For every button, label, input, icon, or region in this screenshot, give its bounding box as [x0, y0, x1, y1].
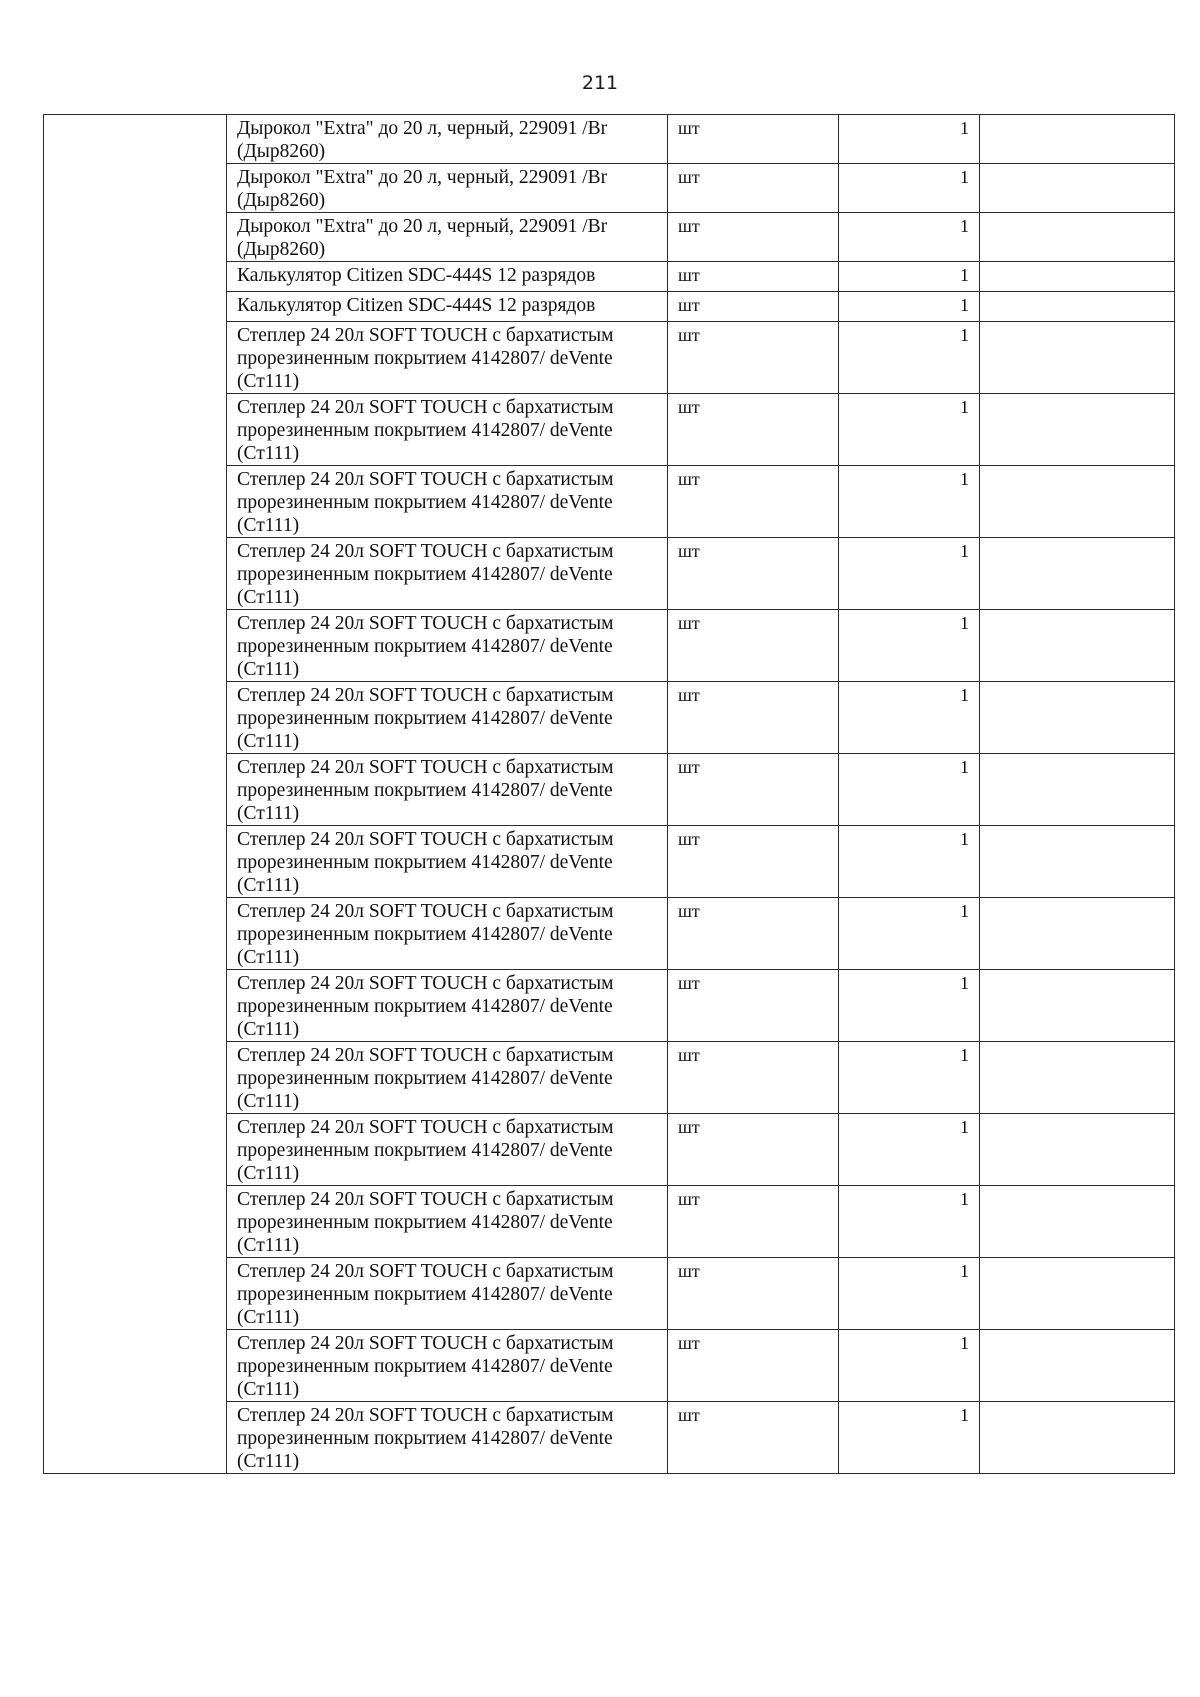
item-name-cell — [227, 466, 668, 538]
item-name-line: прорезиненным покрытием 4142807/ deVente — [237, 420, 613, 441]
item-name-line: (Ст111) — [237, 1235, 300, 1256]
item-name-line: (Ст111) — [237, 659, 300, 680]
item-name-line: Степлер 24 20л SOFT TOUCH с бархатистым — [237, 1405, 614, 1426]
item-name-line: (Дыр8260) — [237, 190, 326, 211]
item-name-line: Степлер 24 20л SOFT TOUCH с бархатистым — [237, 829, 614, 850]
item-unit-cell: шт — [668, 970, 839, 1042]
item-name-line: прорезиненным покрытием 4142807/ deVente — [237, 708, 613, 729]
item-name-line: Степлер 24 20л SOFT TOUCH с бархатистым — [237, 1045, 614, 1066]
item-name-line: Степлер 24 20л SOFT TOUCH с бархатистым — [237, 685, 614, 706]
item-name-line: (Дыр8260) — [237, 141, 326, 162]
item-extra-cell — [980, 262, 1175, 292]
item-name-line: Степлер 24 20л SOFT TOUCH с бархатистым — [237, 1117, 614, 1138]
item-unit-cell: шт — [668, 1402, 839, 1474]
item-name-line: прорезиненным покрытием 4142807/ deVente — [237, 924, 613, 945]
item-name-line: (Дыр8260) — [237, 239, 326, 260]
item-extra-cell — [980, 292, 1175, 322]
item-name-line: (Ст111) — [237, 1019, 300, 1040]
item-quantity-cell: 1 — [839, 970, 980, 1042]
item-extra-cell — [980, 466, 1175, 538]
item-name-line: прорезиненным покрытием 4142807/ deVente — [237, 1356, 613, 1377]
item-unit-cell: шт — [668, 292, 839, 322]
item-quantity-cell: 1 — [839, 1114, 980, 1186]
item-quantity-cell: 1 — [839, 164, 980, 213]
item-name-cell — [227, 1258, 668, 1330]
item-extra-cell — [980, 1186, 1175, 1258]
item-name-line: Степлер 24 20л SOFT TOUCH с бархатистым — [237, 325, 614, 346]
item-name-line: Степлер 24 20л SOFT TOUCH с бархатистым — [237, 613, 614, 634]
item-name-line: Степлер 24 20л SOFT TOUCH с бархатистым — [237, 1333, 614, 1354]
item-quantity-cell: 1 — [839, 538, 980, 610]
item-unit-cell: шт — [668, 538, 839, 610]
item-name-line: Степлер 24 20л SOFT TOUCH с бархатистым — [237, 1189, 614, 1210]
item-name-cell — [227, 1042, 668, 1114]
item-name-cell — [227, 164, 668, 213]
item-name-cell — [227, 826, 668, 898]
item-name-line: (Ст111) — [237, 803, 300, 824]
item-name-cell — [227, 322, 668, 394]
item-extra-cell — [980, 754, 1175, 826]
item-name-line: Степлер 24 20л SOFT TOUCH с бархатистым — [237, 397, 614, 418]
item-name-cell — [227, 292, 668, 322]
item-unit-cell: шт — [668, 826, 839, 898]
item-extra-cell — [980, 394, 1175, 466]
item-name-line: (Ст111) — [237, 731, 300, 752]
item-quantity-cell: 1 — [839, 826, 980, 898]
item-name-line: (Ст111) — [237, 947, 300, 968]
item-extra-cell — [980, 1042, 1175, 1114]
item-name-line: Степлер 24 20л SOFT TOUCH с бархатистым — [237, 541, 614, 562]
item-extra-cell — [980, 1330, 1175, 1402]
item-unit-cell: шт — [668, 610, 839, 682]
item-unit-cell: шт — [668, 898, 839, 970]
item-quantity-cell: 1 — [839, 610, 980, 682]
item-name-line: прорезиненным покрытием 4142807/ deVente — [237, 636, 613, 657]
item-unit-cell: шт — [668, 1258, 839, 1330]
item-unit-cell: шт — [668, 466, 839, 538]
items-table — [43, 114, 1175, 1474]
item-quantity-cell: 1 — [839, 1042, 980, 1114]
item-unit-cell: шт — [668, 682, 839, 754]
item-quantity-cell: 1 — [839, 262, 980, 292]
item-extra-cell — [980, 115, 1175, 164]
item-extra-cell — [980, 826, 1175, 898]
item-name-line: прорезиненным покрытием 4142807/ deVente — [237, 996, 613, 1017]
item-quantity-cell: 1 — [839, 1186, 980, 1258]
item-name-cell — [227, 213, 668, 262]
item-unit-cell: шт — [668, 322, 839, 394]
item-name-line: (Ст111) — [237, 1307, 300, 1328]
page-number: 211 — [581, 72, 619, 94]
item-unit-cell: шт — [668, 1186, 839, 1258]
item-name-line: Степлер 24 20л SOFT TOUCH с бархатистым — [237, 757, 614, 778]
item-quantity-cell: 1 — [839, 394, 980, 466]
item-extra-cell — [980, 970, 1175, 1042]
item-name-cell — [227, 1330, 668, 1402]
item-quantity-cell: 1 — [839, 322, 980, 394]
item-quantity-cell: 1 — [839, 682, 980, 754]
item-unit-cell: шт — [668, 164, 839, 213]
item-name-line: Степлер 24 20л SOFT TOUCH с бархатистым — [237, 469, 614, 490]
item-name-line: прорезиненным покрытием 4142807/ deVente — [237, 564, 613, 585]
item-unit-cell: шт — [668, 262, 839, 292]
item-unit-cell: шт — [668, 1114, 839, 1186]
item-quantity-cell: 1 — [839, 292, 980, 322]
item-unit-cell: шт — [668, 754, 839, 826]
item-name-line: Степлер 24 20л SOFT TOUCH с бархатистым — [237, 1261, 614, 1282]
item-extra-cell — [980, 1402, 1175, 1474]
item-name-line: Дырокол "Extra" до 20 л, черный, 229091 /Br — [237, 216, 608, 237]
item-name-cell — [227, 1114, 668, 1186]
row-group-cell — [44, 115, 227, 1474]
item-name-cell — [227, 394, 668, 466]
item-name-cell — [227, 538, 668, 610]
item-name-line: (Ст111) — [237, 1163, 300, 1184]
item-name-cell — [227, 1402, 668, 1474]
item-quantity-cell: 1 — [839, 1402, 980, 1474]
item-name-line: прорезиненным покрытием 4142807/ deVente — [237, 492, 613, 513]
item-quantity-cell: 1 — [839, 1258, 980, 1330]
item-quantity-cell: 1 — [839, 898, 980, 970]
item-extra-cell — [980, 1258, 1175, 1330]
item-quantity-cell: 1 — [839, 1330, 980, 1402]
item-name-line: (Ст111) — [237, 371, 300, 392]
item-name-line: (Ст111) — [237, 875, 300, 896]
item-name-line: (Ст111) — [237, 1091, 300, 1112]
item-name-line: прорезиненным покрытием 4142807/ deVente — [237, 1284, 613, 1305]
item-unit-cell: шт — [668, 394, 839, 466]
item-name-cell — [227, 1186, 668, 1258]
item-unit-cell: шт — [668, 1330, 839, 1402]
item-quantity-cell: 1 — [839, 466, 980, 538]
item-extra-cell — [980, 322, 1175, 394]
item-quantity-cell: 1 — [839, 754, 980, 826]
item-name-cell — [227, 970, 668, 1042]
item-name-cell — [227, 115, 668, 164]
item-name-line: (Ст111) — [237, 1379, 300, 1400]
item-extra-cell — [980, 610, 1175, 682]
item-name-cell — [227, 610, 668, 682]
item-name-line: прорезиненным покрытием 4142807/ deVente — [237, 1068, 613, 1089]
item-name-line: прорезиненным покрытием 4142807/ deVente — [237, 852, 613, 873]
item-name-cell — [227, 262, 668, 292]
item-extra-cell — [980, 538, 1175, 610]
item-name-line: Дырокол "Extra" до 20 л, черный, 229091 /Br — [237, 118, 608, 139]
item-extra-cell — [980, 1114, 1175, 1186]
item-extra-cell — [980, 164, 1175, 213]
item-unit-cell: шт — [668, 1042, 839, 1114]
item-extra-cell — [980, 682, 1175, 754]
item-name-cell — [227, 898, 668, 970]
item-name-line: прорезиненным покрытием 4142807/ deVente — [237, 1140, 613, 1161]
item-name-cell — [227, 754, 668, 826]
item-unit-cell: шт — [668, 115, 839, 164]
item-name-line: прорезиненным покрытием 4142807/ deVente — [237, 1212, 613, 1233]
table-row — [44, 115, 1175, 164]
item-extra-cell — [980, 213, 1175, 262]
item-name-cell — [227, 682, 668, 754]
item-name-line: Степлер 24 20л SOFT TOUCH с бархатистым — [237, 973, 614, 994]
item-name-line: (Ст111) — [237, 1451, 300, 1472]
item-quantity-cell: 1 — [839, 115, 980, 164]
item-name-line: (Ст111) — [237, 515, 300, 536]
item-extra-cell — [980, 898, 1175, 970]
item-name-line: Калькулятор Citizen SDC-444S 12 разрядов — [237, 295, 596, 316]
item-name-line: прорезиненным покрытием 4142807/ deVente — [237, 780, 613, 801]
item-name-line: Дырокол "Extra" до 20 л, черный, 229091 /Br — [237, 167, 608, 188]
item-name-line: прорезиненным покрытием 4142807/ deVente — [237, 348, 613, 369]
item-name-line: (Ст111) — [237, 587, 300, 608]
item-unit-cell: шт — [668, 213, 839, 262]
item-name-line: (Ст111) — [237, 443, 300, 464]
item-name-line: Калькулятор Citizen SDC-444S 12 разрядов — [237, 265, 596, 286]
item-name-line: прорезиненным покрытием 4142807/ deVente — [237, 1428, 613, 1449]
item-quantity-cell: 1 — [839, 213, 980, 262]
item-name-line: Степлер 24 20л SOFT TOUCH с бархатистым — [237, 901, 614, 922]
items-table-body — [44, 115, 1175, 1474]
